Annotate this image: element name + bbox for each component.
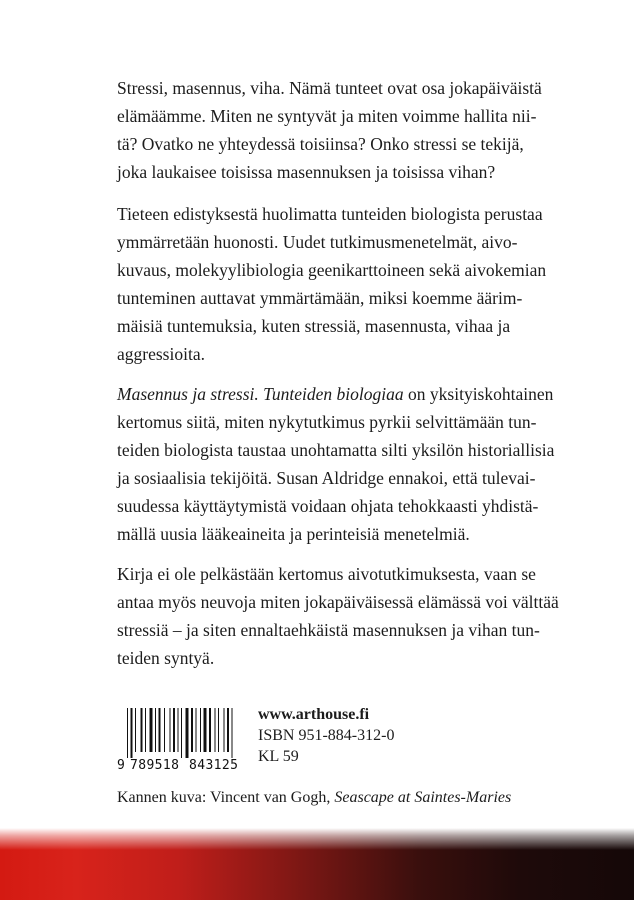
barcode-bar — [196, 708, 197, 752]
text-line: ja sosiaalisia tekijöitä. Susan Aldridge ennakoi, että tulevai- — [117, 468, 536, 488]
barcode-bar — [209, 708, 211, 752]
paragraph-advice — [117, 560, 559, 672]
artwork-title: Seascape at Saintes-Maries — [334, 789, 512, 806]
barcode-bar — [173, 708, 175, 752]
barcode-bar — [232, 708, 233, 758]
barcode-bar — [181, 708, 182, 758]
credit-prefix: Kannen kuva: Vincent van Gogh, — [117, 789, 335, 806]
barcode-bar — [145, 708, 146, 752]
cover-image-credit — [117, 787, 511, 808]
barcode-bar — [155, 708, 156, 752]
text-fragment: on yksityiskohtainen — [403, 384, 554, 404]
cover-image-strip — [0, 828, 634, 900]
text-line: Stressi, masennus, viha. Nämä tunteet ovat osa jokapäiväistä — [117, 78, 542, 98]
text-line: antaa myös neuvoja miten jokapäiväisessä elämässä voi välttää — [117, 592, 559, 612]
text-line: tunteminen auttavat ymmärtämään, miksi koemme äärim- — [117, 288, 523, 308]
barcode-lead-digit: 9 — [117, 758, 126, 773]
barcode-bar — [215, 708, 216, 752]
text-line: aggressioita. — [117, 344, 205, 364]
barcode-digit-group: 789518 — [130, 758, 180, 773]
barcode-bar — [218, 708, 219, 752]
barcode-bar — [159, 708, 161, 752]
isbn-number: ISBN 951-884-312-0 — [258, 727, 395, 744]
text-line: mällä uusia lääkeaineita ja perinteisiä menetelmiä. — [117, 524, 470, 544]
barcode-bar — [186, 708, 189, 758]
text-line: ymmärretään huonosti. Uudet tutkimusmenetelmät, aivo- — [117, 232, 518, 252]
paragraph-intro — [117, 74, 542, 186]
text-line — [117, 380, 554, 408]
barcode-bar — [127, 708, 128, 758]
text-line: joka laukaisee toisissa masennuksen ja toisissa vihan? — [117, 162, 496, 182]
text-line: teiden syntyä. — [117, 648, 215, 668]
barcode-bar — [170, 708, 171, 752]
text-line: mäisiä tuntemuksia, kuten stressiä, masennusta, vihaa ja — [117, 316, 511, 336]
text-line: elämäämme. Miten ne syntyvät ja miten voimme hallita nii- — [117, 106, 537, 126]
text-line: Kirja ei ole pelkästään kertomus aivotutkimuksesta, vaan se — [117, 564, 536, 584]
barcode-bar — [164, 708, 165, 752]
barcode-bar — [227, 708, 229, 752]
text-line: teiden biologista taustaa unohtamatta silti yksilön historiallisia — [117, 440, 555, 460]
barcode-bar — [191, 708, 193, 752]
barcode-bar — [141, 708, 143, 752]
text-line: stressiä – ja siten ennaltaehkäistä masennuksen ja vihan tun- — [117, 620, 540, 640]
text-line: kuvaus, molekyylibiologia geenikarttoineen sekä aivokemian — [117, 260, 547, 280]
text-line: tä? Ovatko ne yhteydessä toisiinsa? Onko stressi se tekijä, — [117, 134, 524, 154]
barcode-bar — [200, 708, 201, 752]
library-classification: KL 59 — [258, 748, 299, 765]
isbn-barcode — [117, 708, 249, 772]
barcode-bar — [135, 708, 136, 752]
paragraph-book-description — [117, 380, 555, 548]
barcode-bar — [204, 708, 207, 752]
publisher-website: www.arthouse.fi — [258, 706, 370, 723]
book-title: Masennus ja stressi. Tunteiden biologiaa — [117, 384, 404, 404]
publisher-info — [258, 704, 394, 767]
barcode-digit-group: 843125 — [189, 758, 239, 773]
paragraph-science — [117, 200, 547, 368]
barcode-bar — [131, 708, 133, 758]
text-line: Tieteen edistyksestä huolimatta tunteiden biologista perustaa — [117, 204, 543, 224]
barcode-bars — [117, 708, 249, 758]
barcode-bar — [150, 708, 153, 752]
text-line: suudessa käyttäytymistä voidaan ohjata tehokkaasti yhdistä- — [117, 496, 539, 516]
barcode-bar — [178, 708, 179, 752]
text-line: kertomus siitä, miten nykytutkimus pyrkii selvittämään tun- — [117, 412, 537, 432]
barcode-bar — [224, 708, 225, 752]
